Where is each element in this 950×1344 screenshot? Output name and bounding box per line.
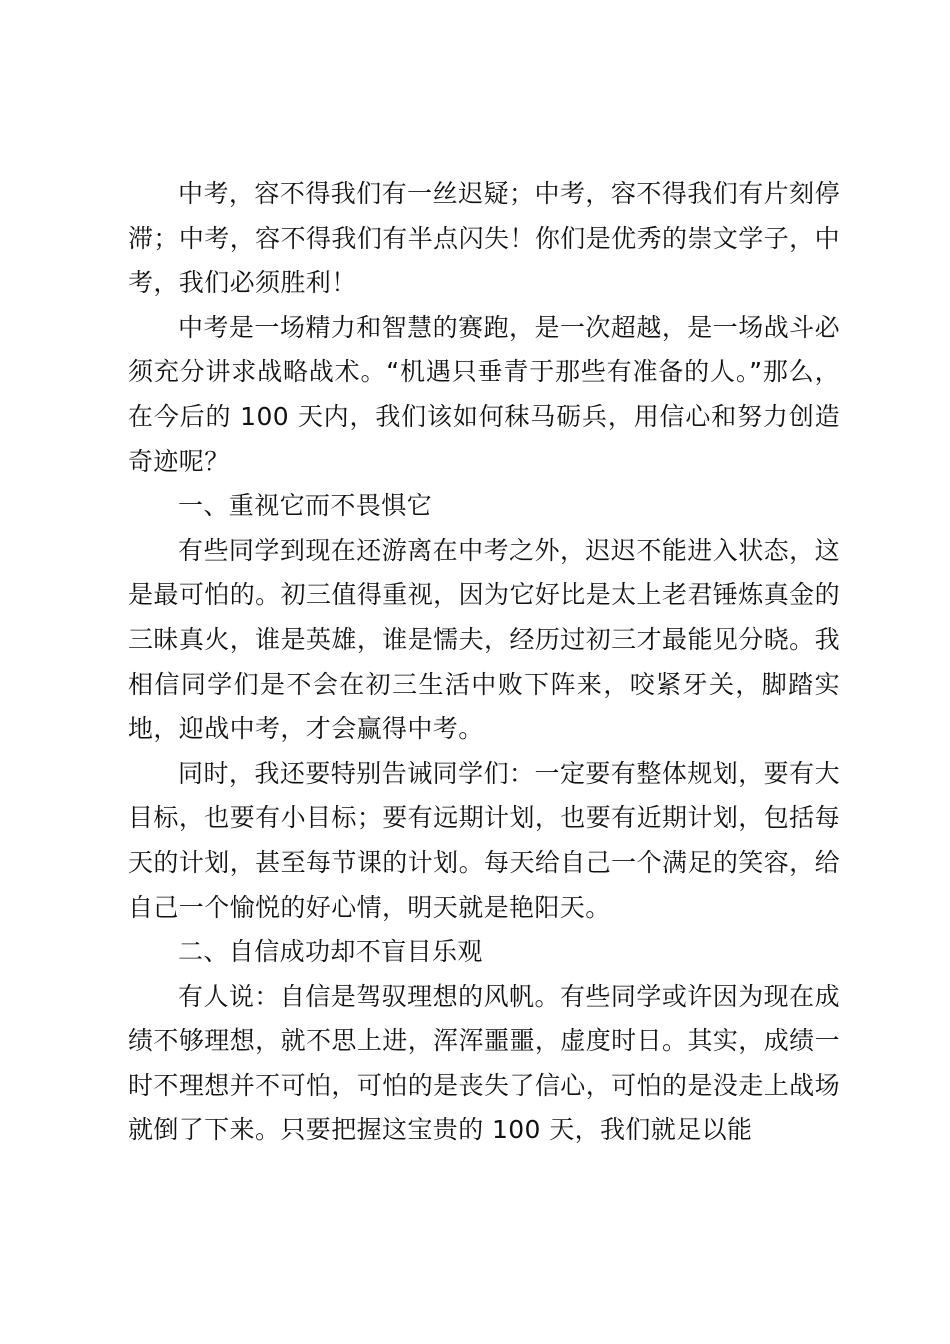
- paragraph-confidence: 有人说：自信是驾驭理想的风帆。有些同学或许因为现在成绩不够理想，就不思上进，浑浑噩噩，虚度时日。其实，成绩一时不理想并不可怕，可怕的是丧失了信心，可怕的是没走上战场就倒了下来。只要把握这宝贵的 100 天，我们就足以能: [128, 981, 840, 1145]
- document-body: [128, 172, 840, 1153]
- section-heading-2: 二、自信成功却不盲目乐观: [178, 937, 483, 967]
- paragraph-attention: 有些同学到现在还游离在中考之外，迟迟不能进入状态，这是最可怕的。初三值得重视，因为它好比是太上老君锤炼真金的三昧真火，谁是英雄，谁是懦夫，经历过初三才最能见分晓。我相信同学们是不会在初三生活中败下阵来，咬紧牙关，脚踏实地，迎战中考，才会赢得中考。: [128, 535, 840, 744]
- paragraph-planning: 同时，我还要特别告诫同学们：一定要有整体规划，要有大目标，也要有小目标；要有远期计划，也要有近期计划，包括每天的计划，甚至每节课的计划。每天给自己一个满足的笑容，给自己一个愉悦的好心情，明天就是艳阳天。: [128, 758, 840, 922]
- paragraph-intro: 中考，容不得我们有一丝迟疑；中考，容不得我们有片刻停滞；中考，容不得我们有半点闪失！你们是优秀的崇文学子，中考，我们必须胜利！: [128, 179, 840, 298]
- section-heading-1: 一、重视它而不畏惧它: [178, 491, 433, 521]
- paragraph-race: 中考是一场精力和智慧的赛跑，是一次超越，是一场战斗必须充分讲求战略战术。“机遇只垂青于那些有准备的人。”那么，在今后的 100 天内，我们该如何秣马砺兵，用信心和努力创造奇迹呢？: [128, 312, 840, 476]
